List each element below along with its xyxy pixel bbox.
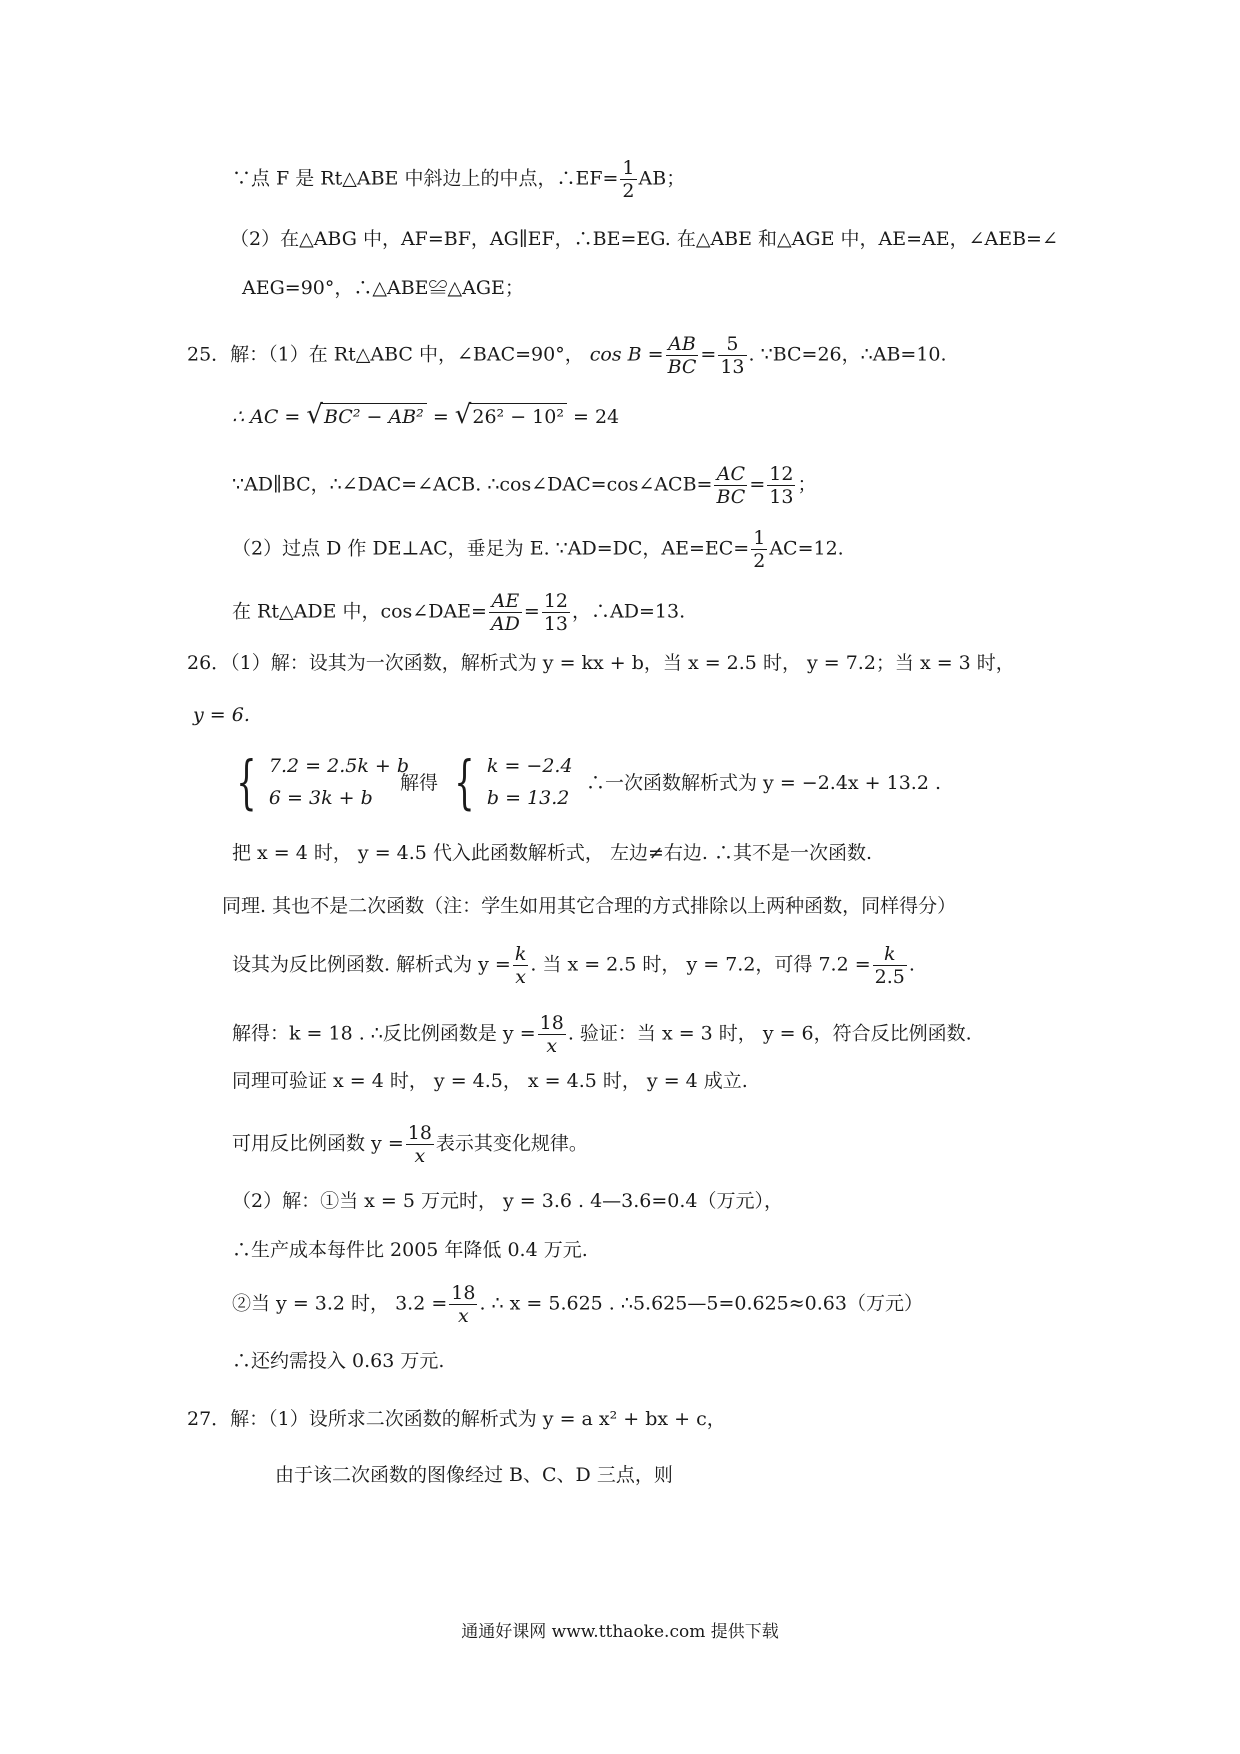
- numerator: 1: [622, 157, 635, 179]
- equals: =: [749, 473, 766, 496]
- text: ∵点 F 是 Rt△ABE 中斜边上的中点，∴EF=: [232, 167, 619, 190]
- text: . ∵BC=26，∴AB=10.: [748, 343, 947, 366]
- numerator: AE: [489, 590, 522, 613]
- footer-credit: 通通好课网 www.tthaoke.com 提供下载: [461, 1622, 779, 1642]
- line-verify: 同理可验证 x = 4 时， y = 4.5， x = 4.5 时， y = 4 成立.: [232, 1070, 748, 1092]
- numerator: AB: [666, 333, 699, 356]
- numerator: 12: [769, 463, 794, 485]
- denominator: AD: [490, 613, 520, 635]
- system-rows: [269, 750, 409, 814]
- fraction-12-13: [767, 463, 795, 508]
- text: 可用反比例函数 y =: [232, 1132, 404, 1155]
- numerator: 5: [718, 333, 746, 356]
- numerator: 1: [753, 527, 766, 549]
- fraction-ac-bc: [714, 463, 747, 508]
- numerator: 18: [407, 1122, 432, 1144]
- line-y32: [232, 1282, 923, 1327]
- denominator: BC: [716, 486, 746, 508]
- denominator: 2: [753, 550, 766, 572]
- line-invest: ∴还约需投入 0.63 万元.: [232, 1350, 445, 1372]
- line-rule: [232, 1122, 588, 1167]
- text: = 24: [573, 406, 620, 428]
- solution-system: [446, 750, 573, 814]
- text: . 当 x = 2.5 时， y = 7.2，可得 7.2 =: [530, 953, 871, 976]
- text: . ∴ x = 5.625 . ∴5.625—5=0.625≈0.63（万元）: [479, 1292, 923, 1315]
- line-midpoint: [232, 157, 685, 202]
- line-part2-x5: （2）解：①当 x = 5 万元时， y = 3.6 . 4—3.6=0.4（万元），: [232, 1190, 784, 1212]
- left-brace-icon: {: [236, 748, 257, 816]
- text: 设其为反比例函数. 解析式为 y =: [232, 953, 511, 976]
- line-k18: [232, 1012, 972, 1057]
- text: ∵AD∥BC，∴∠DAC=∠ACB. ∴cos∠DAC=cos∠ACB=: [232, 473, 713, 496]
- system-rows: [487, 750, 573, 814]
- text: . 验证：当 x = 3 时， y = 6，符合反比例函数.: [567, 1022, 972, 1045]
- denominator: 13: [720, 356, 745, 378]
- fraction-k-2-5: [873, 943, 907, 988]
- denominator: 2.5: [874, 966, 905, 988]
- line-cos-dac: [232, 463, 816, 508]
- equation-system: [228, 750, 409, 814]
- denominator: 13: [769, 486, 794, 508]
- text: AC=12.: [769, 537, 844, 560]
- denominator: 13: [543, 613, 569, 635]
- denominator: BC: [667, 356, 697, 378]
- linear-result: ∴一次函数解析式为 y = −2.4x + 13.2 .: [586, 772, 942, 794]
- line-q27: 27．解：（1）设所求二次函数的解析式为 y = a x² + bx + c，: [187, 1408, 726, 1430]
- equals: =: [700, 343, 717, 366]
- denominator: x: [546, 1035, 558, 1057]
- solution: b = 13.2: [486, 787, 570, 809]
- solution: k = −2.4: [486, 755, 573, 777]
- text: ∴ AC =: [232, 406, 301, 428]
- fraction-k-x: [513, 943, 529, 988]
- text: ，∴AD=13.: [572, 600, 686, 623]
- line-part2-continued: AEG=90°，∴△ABE≌△AGE；: [242, 277, 524, 299]
- numerator: AC: [714, 463, 747, 486]
- denominator: x: [515, 966, 526, 988]
- text: 在 Rt△ADE 中，cos∠DAE=: [232, 600, 487, 623]
- numerator: 12: [543, 590, 569, 612]
- line-cos-dae: [232, 590, 685, 635]
- line-y6: y = 6.: [193, 704, 250, 726]
- fraction-18-x: [538, 1012, 566, 1057]
- equation: 7.2 = 2.5k + b: [268, 755, 410, 777]
- denominator: x: [414, 1145, 426, 1167]
- solve-label: 解得: [400, 772, 439, 794]
- fraction-half: [620, 157, 636, 202]
- line-q26-linear: 26．（1）解：设其为一次函数，解析式为 y = kx + b，当 x = 2.5 时， y = 7.2；当 x = 3 时，: [187, 652, 1015, 674]
- line-part2-congruence: （2）在△ABG 中，AF=BF，AG∥EF，∴BE=EG. 在△ABE 和△AGE 中，AE=AE，∠AEB=∠: [230, 228, 1058, 250]
- left-brace-icon: {: [454, 748, 475, 816]
- radicand: BC² − AB²: [321, 403, 427, 430]
- cos-b-label: cos B =: [589, 343, 664, 366]
- fraction-5-13: [718, 333, 746, 378]
- equals: =: [523, 600, 540, 623]
- text: （2）过点 D 作 DE⊥AC，垂足为 E. ∵AD=DC，AE=EC=: [232, 537, 750, 560]
- line-inverse: [232, 943, 915, 988]
- fraction-ae-ad: [489, 590, 522, 635]
- line-q25-cosB: [187, 333, 947, 378]
- fraction-18-x: [406, 1122, 434, 1167]
- radical-icon: √: [306, 400, 323, 430]
- line-not-quadratic: 同理. 其也不是二次函数（注：学生如用其它合理的方式排除以上两种函数，同样得分）: [222, 895, 957, 917]
- numerator: k: [873, 943, 907, 966]
- text: 表示其变化规律。: [435, 1132, 588, 1155]
- equation: 6 = 3k + b: [268, 787, 373, 809]
- line-substitute: 把 x = 4 时， y = 4.5 代入此函数解析式， 左边≠右边. ∴其不是一次函数.: [232, 842, 872, 864]
- numerator: k: [514, 943, 527, 965]
- denominator: 2: [622, 180, 635, 202]
- line-ac-sqrt: [232, 402, 619, 430]
- fraction-12-13: [542, 590, 570, 635]
- radical-icon: √: [454, 400, 472, 430]
- line-cost-drop: ∴生产成本每件比 2005 年降低 0.4 万元.: [232, 1239, 588, 1261]
- text: 25．解：（1）在 Rt△ABC 中，∠BAC=90°，: [187, 343, 584, 366]
- fraction-18-x: [449, 1282, 477, 1327]
- fraction-ab-bc: [666, 333, 699, 378]
- denominator: x: [457, 1305, 469, 1327]
- text: AB；: [638, 167, 686, 190]
- text: ②当 y = 3.2 时， 3.2 =: [232, 1292, 448, 1315]
- radicand: 26² − 10²: [469, 403, 567, 430]
- numerator: 18: [451, 1282, 476, 1304]
- line-perpendicular: [232, 527, 844, 572]
- text: ；: [797, 473, 817, 496]
- line-q27-points: 由于该二次函数的图像经过 B、C、D 三点，则: [275, 1464, 673, 1486]
- numerator: 18: [539, 1012, 564, 1034]
- fraction-half: [751, 527, 767, 572]
- equals: =: [432, 406, 449, 428]
- text: .: [908, 953, 915, 976]
- text: 解得：k = 18 . ∴反比例函数是 y =: [232, 1022, 536, 1045]
